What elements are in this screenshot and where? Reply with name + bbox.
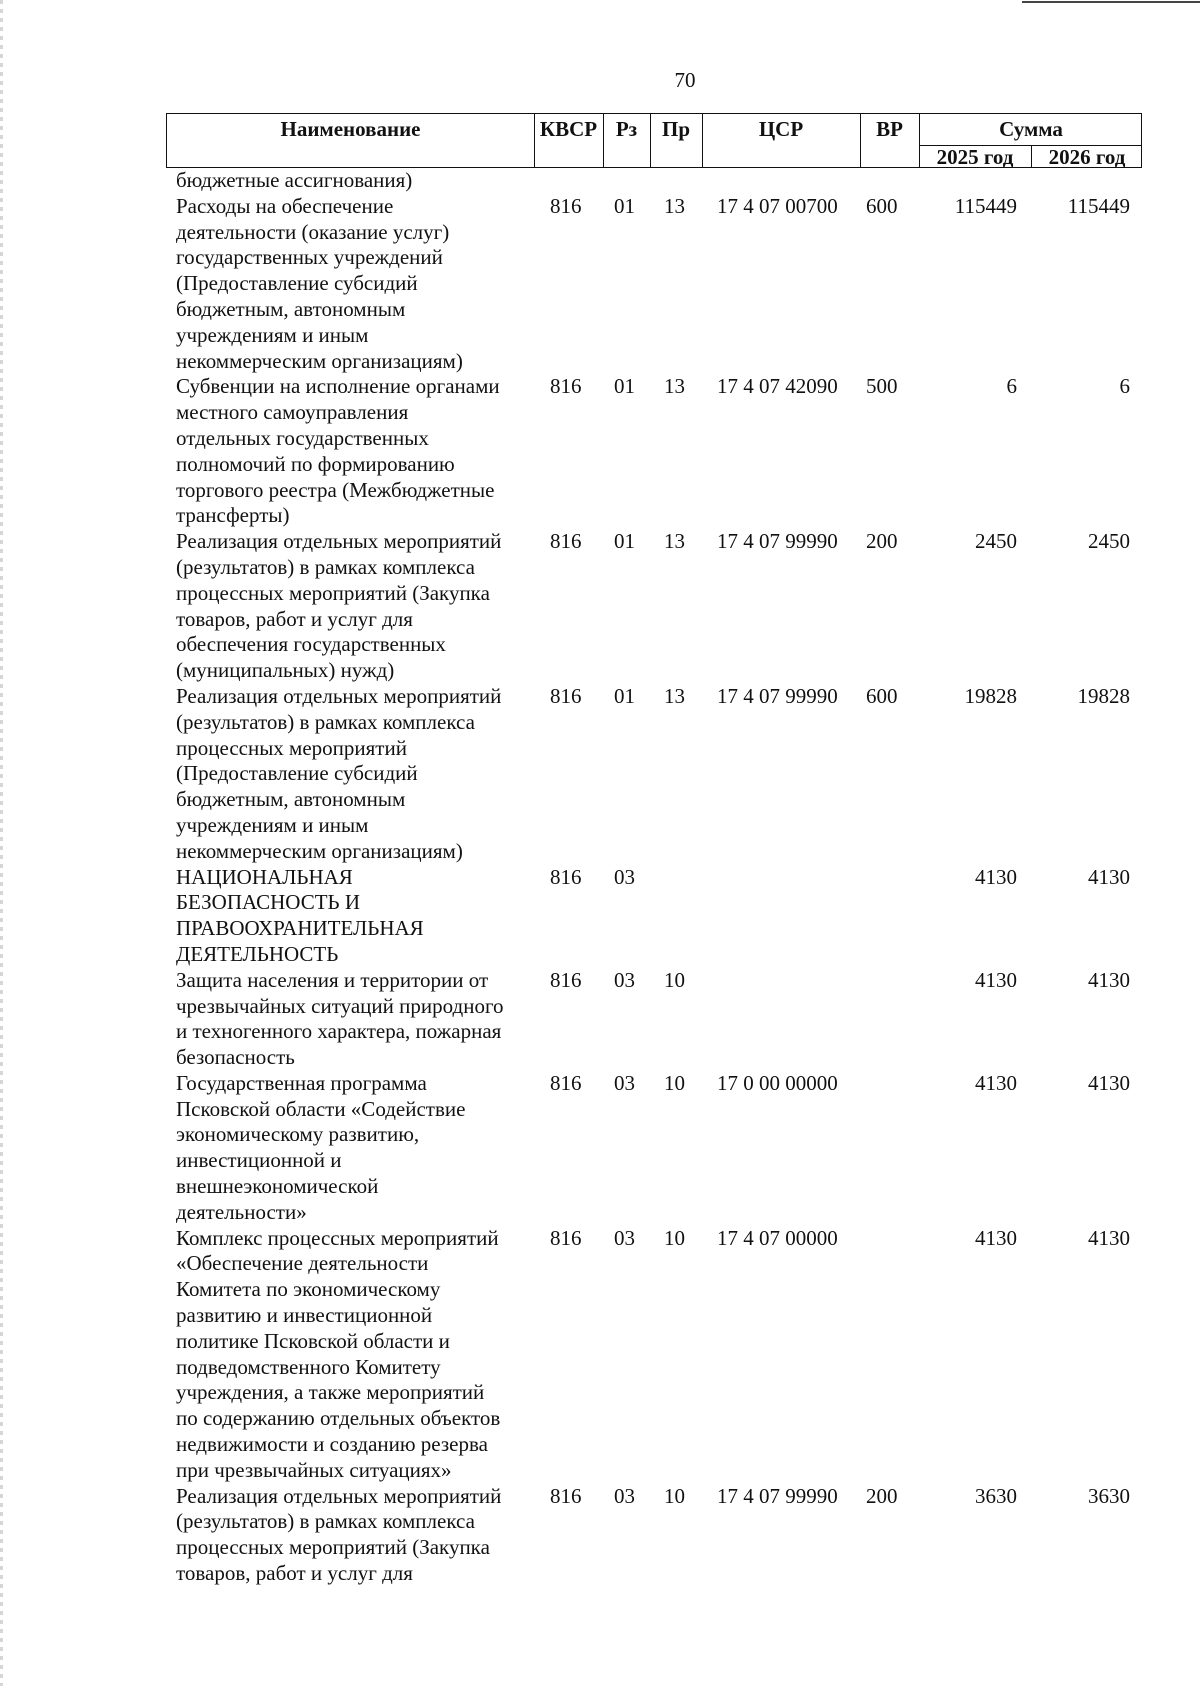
- row-kvsr: 816: [550, 967, 582, 992]
- header-csr: ЦСР: [758, 117, 804, 141]
- row-pr: 10: [664, 1070, 685, 1095]
- header-pr: Пр: [661, 117, 690, 141]
- row-sum-2026: 19828: [1077, 683, 1130, 708]
- row-pr: 13: [664, 374, 685, 399]
- table-row: [0, 684, 1200, 865]
- table-row: [0, 1071, 1200, 1226]
- row-sum-2026: 4130: [1088, 864, 1130, 889]
- table-row: [0, 374, 1200, 529]
- row-csr: 17 4 07 00000: [717, 1225, 838, 1250]
- row-name: Реализация отдельных мероприятий (результатов) в рамках комплекса процессных мероприятий (Закупка товаров, работ и услуг для обеспечения государственных (муниципальных) нужд): [176, 529, 502, 683]
- row-sum-2026: 4130: [1088, 1225, 1130, 1250]
- table-body: [0, 168, 1200, 1587]
- table-row: [0, 1226, 1200, 1484]
- row-name: Реализация отдельных мероприятий (результатов) в рамках комплекса процессных мероприятий (Закупка товаров, работ и услуг для: [176, 1483, 502, 1586]
- row-rz: 01: [614, 683, 635, 708]
- row-kvsr: 816: [550, 864, 582, 889]
- row-rz: 01: [614, 374, 635, 399]
- row-sum-2026: 2450: [1088, 529, 1130, 554]
- row-sum-2025: 115449: [954, 193, 1017, 218]
- header-kvsr: КВСР: [539, 117, 598, 141]
- row-csr: 17 4 07 99990: [717, 683, 838, 708]
- row-name: НАЦИОНАЛЬНАЯ БЕЗОПАСНОСТЬ И ПРАВООХРАНИТЕЛЬНАЯ ДЕЯТЕЛЬНОСТЬ: [176, 864, 424, 966]
- row-name: Комплекс процессных мероприятий «Обеспечение деятельности Комитета по экономическому развитию и инвестиционной политике Псковской области и подведомственного Комитету учреждения, а также мероприятий по содержанию отдельных объектов недвижимости и созданию резерва при чрезвычайных ситуациях»: [176, 1225, 501, 1482]
- row-sum-2025: 6: [1006, 374, 1017, 399]
- row-name: Государственная программа Псковской области «Содействие экономическому развитию, инвестиционной и внешнеэкономической деятельности»: [176, 1070, 466, 1224]
- row-sum-2026: 115449: [1067, 193, 1130, 218]
- table-row: [0, 194, 1200, 375]
- row-vr: 200: [866, 529, 898, 554]
- header-sum: Сумма: [999, 117, 1063, 141]
- table-row: [0, 529, 1200, 684]
- row-rz: 03: [614, 864, 635, 889]
- table-row: [0, 1484, 1200, 1587]
- row-kvsr: 816: [550, 683, 582, 708]
- scan-top-rule: [1022, 1, 1200, 3]
- row-rz: 03: [614, 1483, 635, 1508]
- row-rz: 03: [614, 1070, 635, 1095]
- header-vr: ВР: [876, 117, 903, 141]
- row-csr: 17 0 00 00000: [717, 1070, 838, 1095]
- row-sum-2025: 3630: [975, 1483, 1017, 1508]
- row-rz: 01: [614, 193, 635, 218]
- row-pr: 13: [664, 683, 685, 708]
- row-csr: 17 4 07 42090: [717, 374, 838, 399]
- row-name: Расходы на обеспечение деятельности (оказание услуг) государственных учреждений (Предоставление субсидий бюджетным, автономным учреждениям и иным некоммерческим организациям): [176, 193, 463, 373]
- row-pr: 10: [664, 1483, 685, 1508]
- row-name: Реализация отдельных мероприятий (результатов) в рамках комплекса процессных мероприятий (Предоставление субсидий бюджетным, автономным учреждениям и иным некоммерческим организациям): [176, 683, 502, 863]
- row-sum-2026: 4130: [1088, 967, 1130, 992]
- row-kvsr: 816: [550, 1225, 582, 1250]
- row-sum-2025: 19828: [964, 683, 1017, 708]
- row-pr: 10: [664, 1225, 685, 1250]
- row-kvsr: 816: [550, 1483, 582, 1508]
- row-pr: 13: [664, 529, 685, 554]
- page-number: 70: [674, 68, 696, 92]
- row-sum-2025: 4130: [975, 864, 1017, 889]
- row-name: Защита населения и территории от чрезвычайных ситуаций природного и техногенного характера, пожарная безопасность: [176, 967, 504, 1070]
- header-year-2025: 2025 год: [936, 145, 1014, 169]
- row-sum-2025: 4130: [975, 1225, 1017, 1250]
- row-kvsr: 816: [550, 374, 582, 399]
- row-vr: 600: [866, 683, 898, 708]
- header-rz: Рз: [615, 117, 638, 141]
- row-rz: 03: [614, 1225, 635, 1250]
- row-name: Субвенции на исполнение органами местного самоуправления отдельных государственных полномочий по формированию торгового реестра (Межбюджетные трансферты): [176, 374, 500, 528]
- table-row: [0, 865, 1200, 968]
- table-header: [166, 113, 1142, 168]
- row-pr: 13: [664, 193, 685, 218]
- row-csr: 17 4 07 99990: [717, 529, 838, 554]
- row-sum-2026: 6: [1119, 374, 1130, 399]
- row-csr: 17 4 07 00700: [717, 193, 838, 218]
- row-name: бюджетные ассигнования): [176, 168, 413, 192]
- row-pr: 10: [664, 967, 685, 992]
- row-sum-2025: 4130: [975, 1070, 1017, 1095]
- row-kvsr: 816: [550, 529, 582, 554]
- row-vr: 600: [866, 193, 898, 218]
- row-sum-2025: 4130: [975, 967, 1017, 992]
- row-sum-2025: 2450: [975, 529, 1017, 554]
- row-vr: 500: [866, 374, 898, 399]
- row-csr: 17 4 07 99990: [717, 1483, 838, 1508]
- row-rz: 01: [614, 529, 635, 554]
- row-sum-2026: 4130: [1088, 1070, 1130, 1095]
- row-kvsr: 816: [550, 193, 582, 218]
- row-sum-2026: 3630: [1088, 1483, 1130, 1508]
- row-kvsr: 816: [550, 1070, 582, 1095]
- table-row: [0, 168, 1200, 194]
- row-vr: 200: [866, 1483, 898, 1508]
- header-name: Наименование: [280, 117, 421, 141]
- header-year-2026: 2026 год: [1048, 145, 1126, 169]
- table-row: [0, 968, 1200, 1071]
- row-rz: 03: [614, 967, 635, 992]
